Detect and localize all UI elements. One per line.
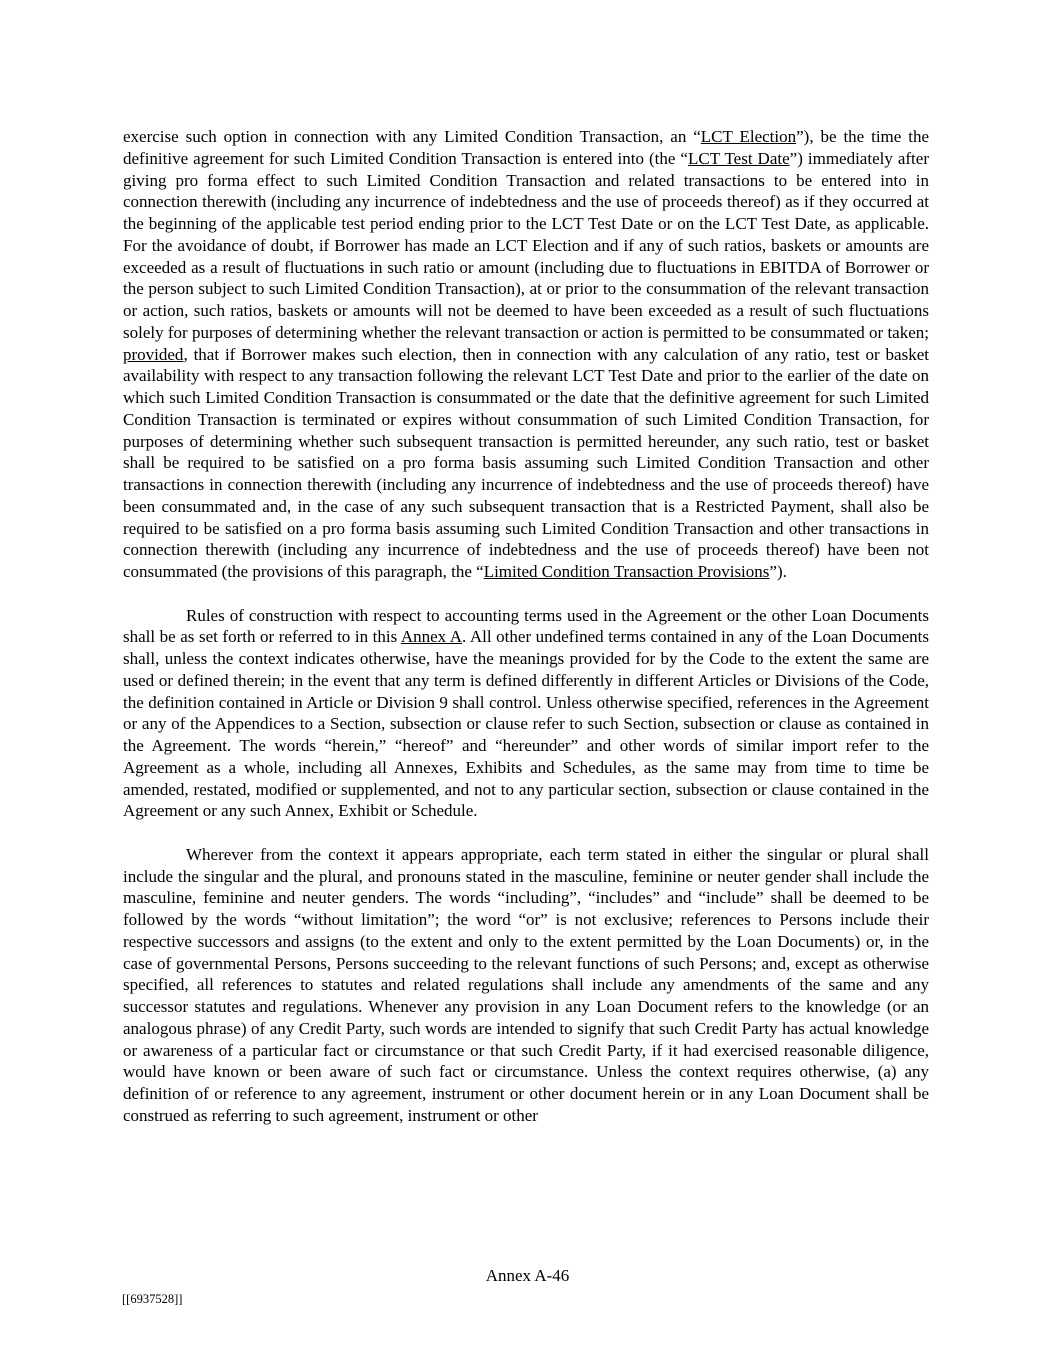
- defined-term: LCT Test Date: [687, 148, 790, 168]
- text-segment: Wherever from the context it appears appropriate, each term stated in either the singular or plural shall include the singular and the plural, and pronouns stated in the masculine, feminine or neuter gender shall include the masculine, feminine and neuter genders. The words “including”, “includes” and “include” shall be deemed to be followed by the words “without limitation”; the word “or” is not exclusive; references to Persons include their respective successors and assigns (to the extent and only to the extent permitted by the Loan Documents) or, in the case of governmental Persons, Persons succeeding to the relevant functions of such Persons; and, except as otherwise specified, all references to statutes and related regulations shall include any amendments of the same and any successor statutes and regulations. Whenever any provision in any Loan Document refers to the knowledge (or an analogous phrase) of any Credit Party, such words are intended to signify that such Credit Party has actual knowledge or awareness of a particular fact or circumstance or that such Credit Party, if it had exercised reasonable diligence, would have known or been aware of such fact or circumstance. Unless the context requires otherwise, (a) any definition of or reference to any agreement, instrument or other document herein or in any Loan Document shall be construed as referring to such agreement, instrument or other: [123, 844, 929, 1125]
- paragraph: [123, 844, 929, 1127]
- paragraph: [123, 605, 929, 823]
- footer-annex-label: Annex A-46: [485, 1266, 570, 1285]
- document-body: [123, 126, 929, 1148]
- text-segment: Rules of construction with respect to accounting terms used in the Agreement or the other Loan Documents shall be as set forth or referred to in this: [123, 605, 929, 647]
- text-segment: ”) immediately after giving pro forma effect to such Limited Condition Transaction and related transactions to be entered into in connection therewith (including any incurrence of indebtedness and the use of proceeds thereof) as if they occurred at the beginning of the applicable test period ending prior to the LCT Test Date or on the LCT Test Date, as applicable. For the avoidance of doubt, if Borrower has made an LCT Election and if any of such ratios, baskets or amounts are exceeded as a result of fluctuations in such ratio or amount (including due to fluctuations in EBITDA of Borrower or the person subject to such Limited Condition Transaction), at or prior to the consummation of the relevant transaction or action, such ratios, baskets or amounts will not be deemed to have been exceeded as a result of such fluctuations solely for purposes of determining whether the relevant transaction or action is permitted to be consummated or taken;: [123, 148, 929, 342]
- defined-term: LCT Election: [700, 127, 797, 146]
- text-segment: . All other undefined terms contained in any of the Loan Documents shall, unless the context indicates otherwise, have the meanings provided for by the Code to the extent the same are used or defined therein; in the event that any term is defined differently in different Articles or Divisions of the Code, the definition contained in Article or Division 9 shall control. Unless otherwise specified, references in the Agreement or any of the Appendices to a Section, subsection or clause refer to such Section, subsection or clause as contained in the Agreement. The words “herein,” “hereof” and “hereunder” and other words of similar import refer to the Agreement as a whole, including all Annexes, Exhibits and Schedules, as the same may from time to time be amended, restated, modified or supplemented, and not to any particular section, subsection or clause contained in the Agreement or any such Annex, Exhibit or Schedule.: [123, 627, 929, 821]
- text-segment: exercise such option in connection with any Limited Condition Transaction, an “: [123, 127, 701, 146]
- footer-document-id: [[6937528]]: [122, 1292, 183, 1306]
- text-segment: , that if Borrower makes such election, then in connection with any calculation of any ratio, test or basket availability with respect to any transaction following the relevant LCT Test Date and prior to the earlier of the date on which such Limited Condition Transaction is consummated or the date that the definitive agreement for such Limited Condition Transaction is terminated or expires without consummation of such Limited Condition Transaction, for purposes of determining whether such subsequent transaction is permitted hereunder, any such ratio, test or basket shall be required to be satisfied on a pro forma basis assuming such Limited Condition Transaction and other transactions in connection therewith (including any incurrence of indebtedness and the use of proceeds thereof) have been consummated and, in the case of any such subsequent transaction that is a Restricted Payment, shall also be required to be satisfied on a pro forma basis assuming such Limited Condition Transaction and other transactions in connection therewith (including any incurrence of indebtedness and the use of proceeds thereof) have been not consummated (the provisions of this paragraph, the “: [123, 344, 929, 581]
- paragraph: [123, 126, 929, 583]
- defined-term: provided: [123, 344, 184, 364]
- text-segment: ”).: [769, 562, 787, 581]
- defined-term: Limited Condition Transaction Provisions: [483, 562, 770, 581]
- text-segment: ”), be the time the definitive agreement for such Limited Condition Transaction is entered into (the “: [123, 127, 929, 168]
- defined-term: Annex A: [400, 627, 463, 647]
